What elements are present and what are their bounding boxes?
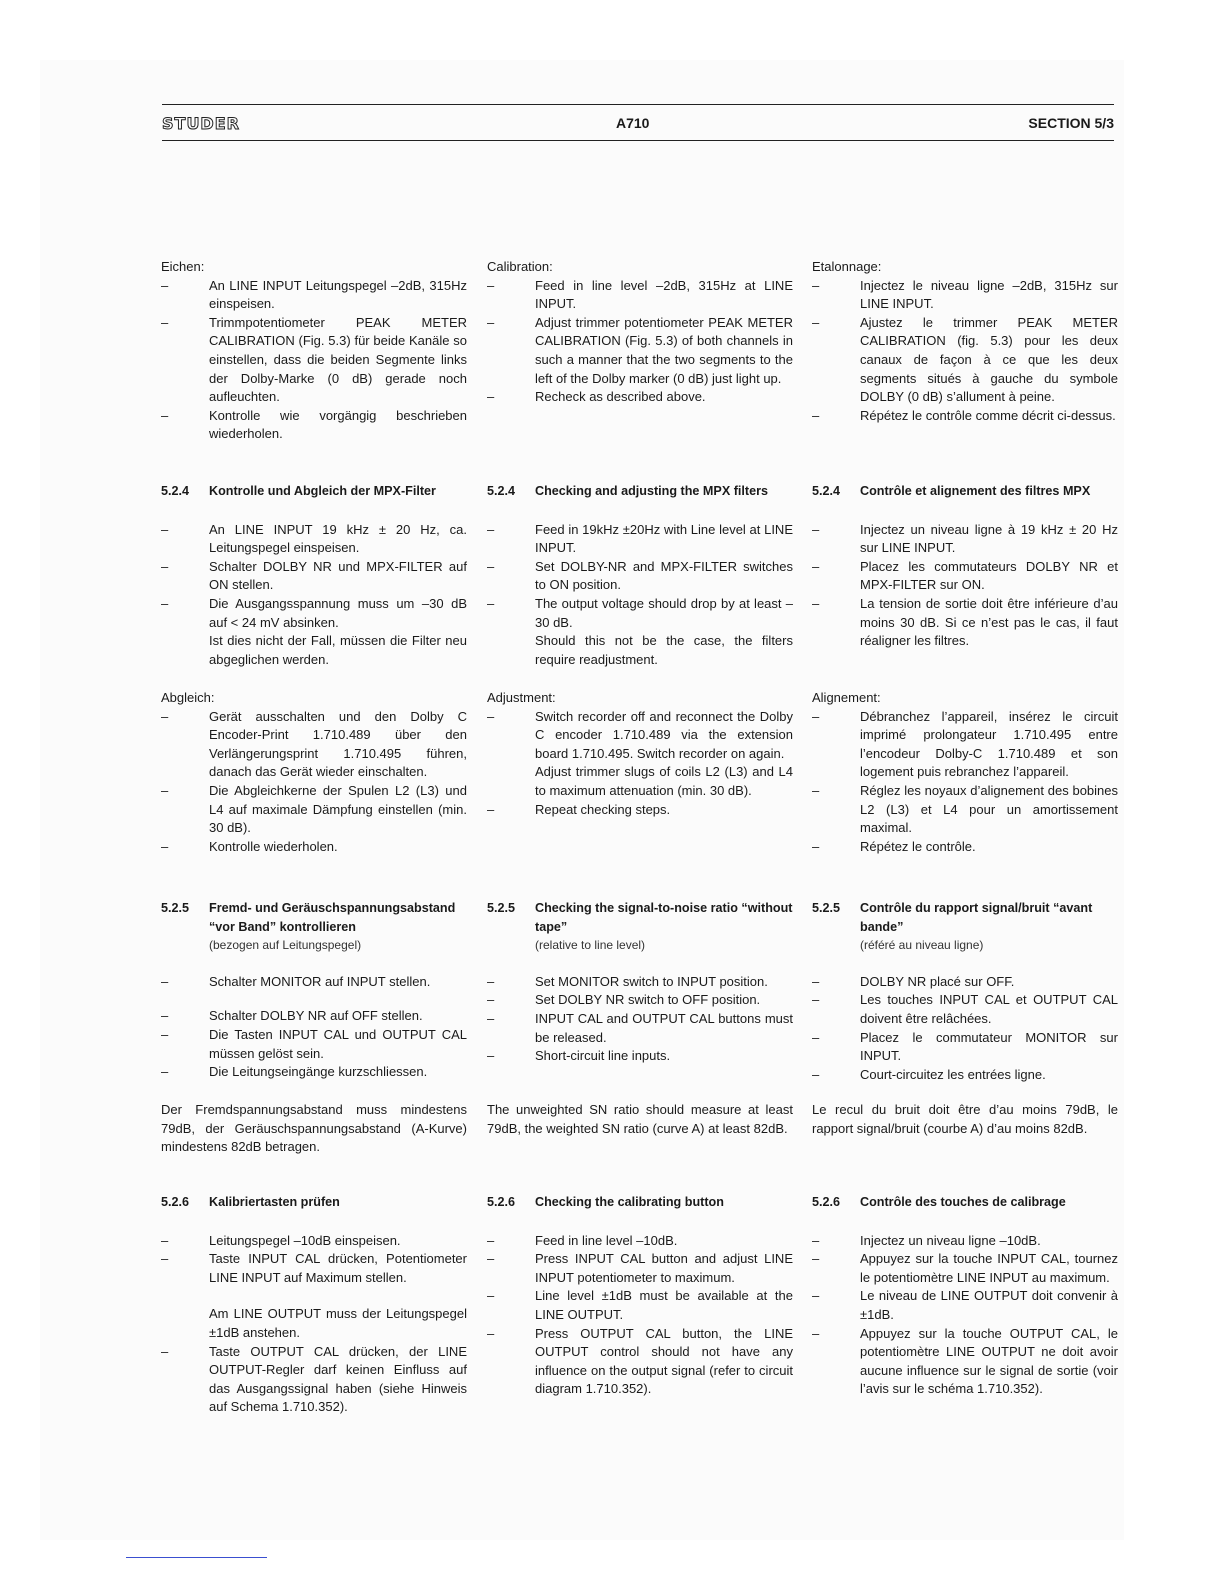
list-item: – Short-circuit line inputs. — [487, 1048, 671, 1064]
footer-rule — [126, 1557, 267, 1558]
list-item: – Trimmpotentiometer PEAK METER CALIBRATION (Fig. 5.3) für beide Kanäle so einstellen, dass die beiden Segmente links der Dolby-Marke (0 dB) gerade noch aufleuchten. — [161, 314, 467, 405]
list-item: – Set MONITOR switch to INPUT position. — [487, 973, 768, 989]
list-item: – Feed in line level –10dB. — [487, 1232, 678, 1248]
section-heading: 5.2.6 Kalibriertasten prüfen — [161, 1195, 340, 1209]
snr-paragraph: Le recul du bruit doit être d’au moins 79dB, le rapport signal/bruit (courbe A) d’au moins 82dB. — [812, 1102, 1118, 1136]
list-note: Am LINE OUTPUT muss der Leitungspegel ±1dB anstehen. — [209, 1306, 467, 1340]
section-label: SECTION 5/3 — [1028, 115, 1114, 131]
list-item: – Line level ±1dB must be available at the LINE OUTPUT. — [487, 1288, 793, 1322]
section-heading: 5.2.4 Kontrolle und Abgleich der MPX-Filter — [161, 484, 436, 498]
list-item: – INPUT CAL and OUTPUT CAL buttons must be released. — [487, 1010, 793, 1045]
snr-paragraph: Der Fremdspannungsabstand muss mindestens 79dB, der Geräuschspannungsabstand (A-Kurve) mindestens 82dB betragen. — [161, 1102, 467, 1155]
calibration-block — [487, 258, 793, 407]
model-number: A710 — [616, 115, 650, 131]
list-item: – Adjust trimmer potentiometer PEAK METER CALIBRATION (Fig. 5.3) of both channels in such a manner that the two segments to the left of the Dolby marker (0 dB) just light up. — [487, 314, 793, 386]
list-item: – An LINE INPUT 19 kHz ± 20 Hz, ca. Leitungspegel einspeisen. — [161, 521, 467, 556]
section-subtitle: (référé au niveau ligne) — [860, 938, 984, 953]
page-header — [162, 114, 1114, 136]
list-item: – Répétez le contrôle comme décrit ci-dessus. — [812, 407, 1116, 423]
list-item: – Les touches INPUT CAL et OUTPUT CAL doivent être relâchées. — [812, 992, 1118, 1026]
section-5-2-6 — [812, 1193, 1118, 1399]
list-item: – Injectez le niveau ligne –2dB, 315Hz sur LINE INPUT. — [812, 277, 1118, 312]
section-subtitle: (bezogen auf Leitungspegel) — [209, 938, 362, 953]
section-heading: 5.2.6 Contrôle des touches de calibrage — [812, 1195, 1066, 1209]
list-item: – Schalter DOLBY NR auf OFF stellen. — [161, 1008, 423, 1024]
section-5-2-4 — [161, 482, 467, 669]
list-item: – Schalter MONITOR auf INPUT stellen. — [161, 973, 431, 989]
list-item: – Taste OUTPUT CAL drücken, der LINE OUTPUT-Regler darf keinen Einfluss auf das Ausgangssignal haben (siehe Hinweis auf Schema 1.710.352). — [161, 1343, 467, 1415]
list-item: – The output voltage should drop by at least –30 dB. — [487, 595, 793, 630]
section-5-2-6 — [487, 1193, 793, 1399]
adjustment-block — [487, 689, 793, 819]
section-5-2-6 — [161, 1193, 467, 1417]
list-item: – Débranchez l’appareil, insérez le circuit imprimé prolongateur 1.710.495 entre l’encodeur Dolby-C 1.710.489 et son logement puis rebranchez l’appareil. — [812, 708, 1118, 780]
section-heading: 5.2.5 Fremd- und Geräuschspannungsabstand “vor Band” kontrollieren — [161, 901, 456, 934]
list-item: – DOLBY NR placé sur OFF. — [812, 973, 1015, 989]
block-label: Calibration: — [487, 259, 553, 274]
header-rule-bottom — [162, 140, 1114, 141]
list-item: – Die Tasten INPUT CAL und OUTPUT CAL müssen gelöst sein. — [161, 1026, 467, 1061]
adjustment-block — [161, 689, 467, 856]
list-item: – Appuyez sur la touche INPUT CAL, tournez le potentiomètre LINE INPUT au maximum. — [812, 1251, 1118, 1285]
list-item: – Placez le commutateur MONITOR sur INPUT. — [812, 1029, 1118, 1064]
section-subtitle: (relative to line level) — [535, 938, 646, 953]
list-item: – Gerät ausschalten und den Dolby C Encoder-Print 1.710.489 über den Verlängerungsprint 1.710.495 führen, danach das Gerät wieder einschalten. — [161, 708, 467, 780]
snr-paragraph: The unweighted SN ratio should measure at least 79dB, the weighted SN ratio (curve A) at least 82dB. — [487, 1102, 793, 1136]
section-5-2-5 — [812, 899, 1118, 1084]
list-item: – Press OUTPUT CAL button, the LINE OUTPUT control should not have any influence on the output signal (refer to circuit diagram 1.710.352). — [487, 1325, 793, 1397]
section-heading: 5.2.4 Contrôle et alignement des filtres MPX — [812, 484, 1091, 498]
list-item: – Taste INPUT CAL drücken, Potentiometer LINE INPUT auf Maximum stellen. — [161, 1251, 467, 1285]
list-item: – Appuyez sur la touche OUTPUT CAL, le potentiomètre LINE OUTPUT ne doit avoir aucune influence sur le signal de sortie (voir l’avis sur le schéma 1.710.352). — [812, 1325, 1118, 1397]
section-heading: 5.2.5 Checking the signal-to-noise ratio “without tape” — [487, 901, 793, 934]
list-item: – Schalter DOLBY NR und MPX-FILTER auf ON stellen. — [161, 558, 467, 593]
list-note: Should this not be the case, the filters require readjustment. — [535, 633, 793, 667]
calibration-block — [812, 258, 1118, 425]
list-item: – Repeat checking steps. — [487, 801, 671, 817]
block-label: Adjustment: — [487, 690, 556, 705]
list-item: – Placez les commutateurs DOLBY NR et MPX-FILTER sur ON. — [812, 558, 1118, 593]
list-item: – Réglez les noyaux d’alignement des bobines L2 (L3) et L4 pour un amortissement maximal. — [812, 782, 1118, 836]
list-item: – Injectez un niveau ligne –10dB. — [812, 1232, 1041, 1248]
section-heading: 5.2.6 Checking the calibrating button — [487, 1195, 724, 1209]
list-item: – Court-circuitez les entrées ligne. — [812, 1066, 1046, 1082]
list-item: – Switch recorder off and reconnect the Dolby C encoder 1.710.489 via the extension board 1.710.495. Switch recorder on again. — [487, 708, 793, 761]
list-item: – Recheck as described above. — [487, 389, 706, 405]
adjustment-block — [812, 689, 1118, 856]
list-item: – La tension de sortie doit être inférieure d’au moins 30 dB. Si ce n’est pas le cas, il faut réaligner les filtres. — [812, 595, 1118, 649]
block-label: Alignement: — [812, 690, 881, 705]
list-item: – Ajustez le trimmer PEAK METER CALIBRATION (fig. 5.3) pour les deux canaux de façon à ce que les deux segments situés à gauche du symbole DOLBY (0 dB) s’allument à peine. — [812, 314, 1118, 405]
list-item: – Le niveau de LINE OUTPUT doit convenir à ±1dB. — [812, 1288, 1118, 1322]
list-note: Ist dies nicht der Fall, müssen die Filter neu abgeglichen werden. — [209, 633, 467, 667]
section-heading: 5.2.5 Contrôle du rapport signal/bruit “avant bande” — [812, 901, 1093, 934]
list-item: – Répétez le contrôle. — [812, 838, 976, 854]
list-item: – Press INPUT CAL button and adjust LINE INPUT potentiometer to maximum. — [487, 1251, 793, 1285]
list-item: – Injectez un niveau ligne à 19 kHz ± 20 Hz sur LINE INPUT. — [812, 521, 1118, 556]
block-label: Eichen: — [161, 259, 205, 274]
block-label: Etalonnage: — [812, 259, 882, 274]
section-5-2-5 — [161, 899, 467, 1082]
list-item: – Set DOLBY NR switch to OFF position. — [487, 992, 761, 1008]
calibration-block — [161, 258, 467, 444]
studer-logo: STUDER — [162, 114, 240, 133]
list-item: – Die Ausgangsspannung muss um –30 dB auf < 24 mV absinken. — [161, 595, 467, 630]
header-rule-top — [162, 104, 1114, 105]
list-item: – An LINE INPUT Leitungspegel –2dB, 315Hz einspeisen. — [161, 277, 467, 312]
list-note: Adjust trimmer slugs of coils L2 (L3) and L4 to maximum attenuation (min. 30 dB). — [535, 764, 793, 798]
list-item: – Leitungspegel –10dB einspeisen. — [161, 1232, 401, 1248]
list-item: – Die Abgleichkerne der Spulen L2 (L3) und L4 auf maximale Dämpfung einstellen (min. 30 dB). — [161, 782, 467, 836]
section-heading: 5.2.4 Checking and adjusting the MPX filters — [487, 484, 769, 498]
block-label: Abgleich: — [161, 690, 215, 705]
list-item: – Die Leitungseingänge kurzschliessen. — [161, 1064, 428, 1080]
list-item: – Feed in 19kHz ±20Hz with Line level at LINE INPUT. — [487, 521, 793, 556]
list-item: – Kontrolle wiederholen. — [161, 838, 338, 854]
section-5-2-4 — [487, 482, 793, 669]
list-item: – Set DOLBY-NR and MPX-FILTER switches to ON position. — [487, 558, 793, 593]
list-item: – Feed in line level –2dB, 315Hz at LINE INPUT. — [487, 277, 793, 312]
section-5-2-5 — [487, 899, 793, 1066]
section-5-2-4 — [812, 482, 1118, 651]
list-item: – Kontrolle wie vorgängig beschrieben wiederholen. — [161, 407, 467, 442]
